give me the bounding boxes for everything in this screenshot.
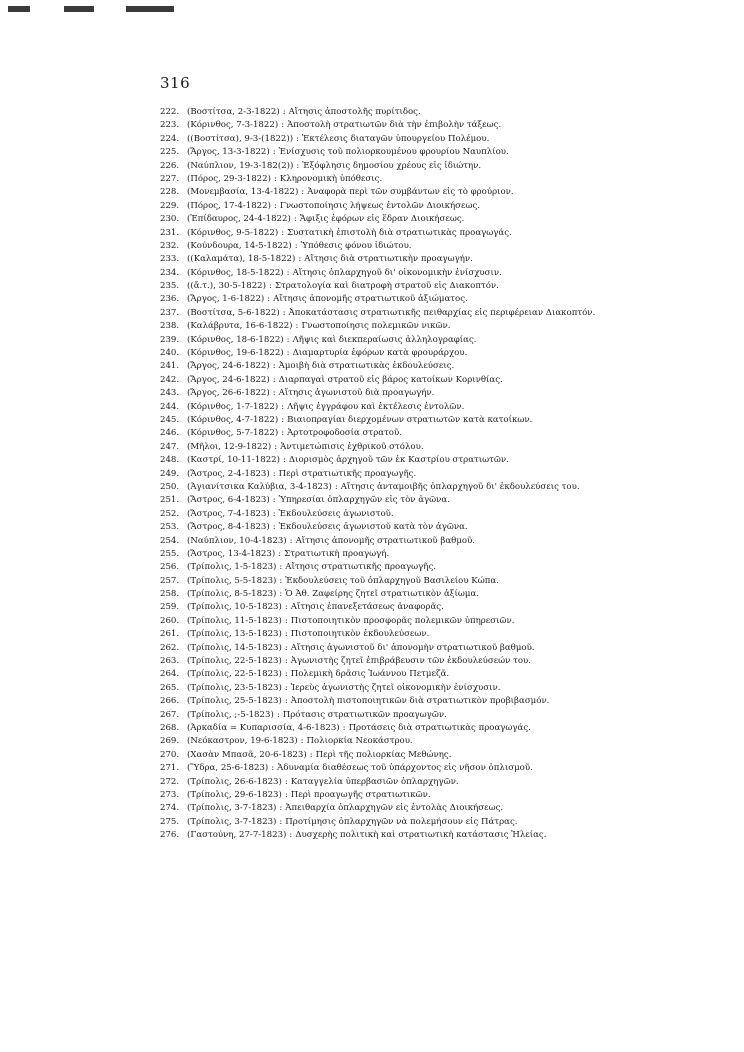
entry-number: 261. <box>160 629 180 640</box>
entry-row <box>160 789 730 802</box>
entry-row <box>160 829 730 842</box>
entry-row <box>160 307 730 320</box>
entry-description: Περὶ στρατιωτικῆς προαγωγῆς. <box>278 468 417 479</box>
entry-row <box>160 173 730 186</box>
entry-place-date: (Ἄργος, 24-6-1822) <box>187 361 270 372</box>
entry-description: Ἀπειθαρχία ὁπλαρχηγῶν εἰς ἐντολὰς Διοικήσεως. <box>285 803 504 814</box>
entry-place-date: (Τρίπολις, 13-5-1823) <box>187 629 282 640</box>
entry-number: 236. <box>160 294 180 305</box>
entry-place-date: (Κόρινθος, 18-6-1822) <box>187 334 284 345</box>
entry-row <box>160 280 730 293</box>
entry-description: Πιστοποιητικὸν ἐκδουλεύσεων. <box>290 629 430 640</box>
entry-row <box>160 548 730 561</box>
entry-separator: : <box>284 789 288 800</box>
entry-place-date: (Νεόκαστρον, 19-6-1823) <box>187 736 298 747</box>
entry-number: 264. <box>160 669 180 680</box>
entry-number: 252. <box>160 508 180 519</box>
entry-row <box>160 601 730 614</box>
entry-place-date: (Τρίπολις, 26-6-1823) <box>187 776 282 787</box>
entry-place-date: (Κόρινθος, 5-7-1822) <box>187 428 279 439</box>
entry-separator: : <box>284 776 288 787</box>
entry-separator: : <box>294 240 298 251</box>
entry-place-date: (Ἄστρος, 7-4-1823) <box>187 508 270 519</box>
entry-number: 222. <box>160 107 180 117</box>
entry-separator: : <box>272 374 276 385</box>
entry-row <box>160 494 730 507</box>
entry-row <box>160 106 730 119</box>
entry-number: 249. <box>160 468 180 479</box>
entry-place-date: (Ἀγιανίτσικα Καλύβια, 3-4-1823) <box>187 481 332 492</box>
entry-place-date: (Ἄργος, 26-6-1822) <box>187 388 270 399</box>
entry-description: Βιαιοπραγίαι διερχομένων στρατιωτῶν κατὰ κατοίκων. <box>287 414 533 425</box>
entry-separator: : <box>272 522 276 533</box>
entry-row <box>160 441 730 454</box>
entry-description: Διαρπαγαὶ στρατοῦ εἰς βάρος κατοίκων Κορινθίας. <box>278 374 503 385</box>
entry-separator: : <box>289 830 293 841</box>
entry-description: Πολεμικὴ δρᾶσις Ἰωάννου Πετμεζᾶ. <box>290 669 450 680</box>
entry-number: 260. <box>160 615 180 626</box>
entry-separator: : <box>273 200 277 211</box>
entry-row <box>160 561 730 574</box>
entry-row <box>160 133 730 146</box>
entry-separator: : <box>296 160 300 171</box>
entry-place-date: (Γαστούνη, 27-7-1823) <box>187 830 287 841</box>
entry-number: 256. <box>160 562 180 573</box>
entry-place-date: (Τρίπολις, 3-7-1823) <box>187 816 277 827</box>
entry-separator: : <box>281 428 285 439</box>
entry-description: Περὶ προαγωγῆς στρατιωτικῶν. <box>290 789 431 800</box>
entry-separator: : <box>279 575 283 586</box>
entry-number: 248. <box>160 455 180 466</box>
entry-description: Αἴτησις ἀγωνιστοῦ δι' ἀπονομὴν στρατιωτικοῦ βαθμοῦ. <box>290 642 535 653</box>
entry-separator: : <box>301 187 305 198</box>
entry-place-date: (Κόρινθος, 1-7-1822) <box>187 401 279 412</box>
entry-row <box>160 628 730 641</box>
entry-description: Ἱερεὺς ἀγωνιστὴς ζητεῖ οἰκονομικὴν ἐνίσχυσιν. <box>290 682 501 693</box>
entry-place-date: (Τρίπολις, 11-5-1823) <box>187 615 282 626</box>
entry-separator: : <box>309 749 313 760</box>
entry-separator: : <box>284 656 288 667</box>
entry-separator: : <box>284 682 288 693</box>
entry-place-date: (Ἄστρος, 8-4-1823) <box>187 522 270 533</box>
entry-description: Ἀποστολὴ στρατιωτῶν διὰ τὴν ἐπιβολὴν τάξεως. <box>287 120 502 131</box>
entry-description: Περὶ τῆς πολιορκίας Μεθώνης. <box>315 749 452 760</box>
entry-row <box>160 709 730 722</box>
scan-mark-right <box>126 6 174 12</box>
entry-description: Ἐνίσχυσις τοῦ πολιορκουμένου φρουρίου Ναυπλίου. <box>278 147 509 158</box>
entry-row <box>160 387 730 400</box>
entry-number: 268. <box>160 722 180 733</box>
entry-place-date: (Χασὰν Μπασᾶ, 20-6-1823) <box>187 749 307 760</box>
entry-number: 273. <box>160 789 180 800</box>
entry-description: Συστατικὴ ἐπιστολὴ διὰ στρατιωτικὰς προαγωγάς. <box>287 227 512 238</box>
entry-place-date: (Πόρος, 17-4-1822) <box>187 200 271 211</box>
entry-description: Ὑπόθεσις φόνου ἰδιώτου. <box>300 240 412 251</box>
entry-description: Ὑπηρεσίαι ὁπλαρχηγῶν εἰς τὸν ἀγῶνα. <box>278 495 450 506</box>
entry-number: 234. <box>160 267 180 278</box>
entry-description: Ἐκδουλεύσεις ἀγωνιστοῦ. <box>278 508 394 519</box>
entry-row <box>160 655 730 668</box>
entry-separator: : <box>286 348 290 359</box>
entry-description: Στρατολογία καὶ διατροφὴ στρατοῦ εἰς Διακοπτόν. <box>274 281 499 292</box>
entry-number: 247. <box>160 441 180 452</box>
entry-row <box>160 213 730 226</box>
entry-description: Κληρονομικὴ ὑπόθεσις. <box>279 173 383 184</box>
entry-row <box>160 454 730 467</box>
entry-separator: : <box>279 562 283 573</box>
entry-row <box>160 735 730 748</box>
entry-row <box>160 240 730 253</box>
entry-number: 239. <box>160 334 180 345</box>
entry-place-date: (Ἄστρος, 13-4-1823) <box>187 548 276 559</box>
entry-number: 230. <box>160 214 180 225</box>
entry-description: Λῆψις ἐγγράφου καὶ ἐκτέλεσις ἐντολῶν. <box>287 401 465 412</box>
entry-separator: : <box>289 535 293 546</box>
entry-row <box>160 481 730 494</box>
entry-place-date: (Τρίπολις, 1-5-1823) <box>187 562 277 573</box>
entry-place-date: (Κόρινθος, 19-6-1822) <box>187 348 284 359</box>
entry-row <box>160 146 730 159</box>
entry-separator: : <box>272 468 276 479</box>
entry-separator: : <box>279 803 283 814</box>
entry-row <box>160 682 730 695</box>
entry-place-date: (Καλάβρυτα, 16-6-1822) <box>187 321 293 332</box>
entry-number: 254. <box>160 535 180 546</box>
entry-description: Δυσχερὴς πολιτικὴ καὶ στρατιωτικὴ κατάστασις Ἠλείας. <box>295 830 547 841</box>
entry-place-date: (Τρίπολις, 10-5-1823) <box>187 602 282 613</box>
entry-separator: : <box>342 722 346 733</box>
entry-separator: : <box>286 267 290 278</box>
entry-place-date: (Πόρος, 29-3-1822) <box>187 173 271 184</box>
entries-list <box>160 106 730 842</box>
entry-number: 257. <box>160 575 180 586</box>
entry-number: 270. <box>160 749 180 760</box>
entry-place-date: (Βοστίτσα, 2-3-1822) <box>187 107 280 117</box>
entry-number: 242. <box>160 374 180 385</box>
entry-description: Στρατιωτικὴ προαγωγή. <box>284 548 390 559</box>
entry-separator: : <box>281 227 285 238</box>
entry-row <box>160 588 730 601</box>
entry-description: Αἴτησις ἀπονομῆς στρατιωτικοῦ βαθμοῦ. <box>295 535 476 546</box>
entry-description: Ἀμοιβὴ διὰ στρατιωτικὰς ἐκδουλεύσεις. <box>278 361 455 372</box>
entry-row <box>160 508 730 521</box>
entry-number: 255. <box>160 548 180 559</box>
entry-place-date: (Ναύπλιον, 19-3-182(2)) <box>187 160 294 171</box>
entry-description: Ἀποστολὴ πιστοποιητικῶν διὰ στρατιωτικὸν προβιβασμόν. <box>290 696 550 707</box>
entry-separator: : <box>284 615 288 626</box>
entry-place-date: (Μονεμβασία, 13-4-1822) <box>187 187 299 198</box>
entry-description: Ἀρτοτροφοδοσία στρατοῦ. <box>287 428 402 439</box>
entry-place-date: ((Βοστίτσα), 9-3-(1822)) <box>187 133 294 144</box>
entry-description: Ἀντιμετώπισις ἐχθρικοῦ στόλου. <box>280 441 424 452</box>
entry-description: Προτάσεις διὰ στρατιωτικὰς προαγωγάς. <box>348 722 531 733</box>
entry-row <box>160 160 730 173</box>
entry-description: Καταγγελία ὑπερβασιῶν ὁπλαρχηγῶν. <box>290 776 459 787</box>
entry-number: 243. <box>160 388 180 399</box>
entry-number: 246. <box>160 428 180 439</box>
entry-place-date: ((ἄ.τ.), 30-5-1822) <box>187 281 266 292</box>
entry-separator: : <box>296 133 300 144</box>
entry-number: 272. <box>160 776 180 787</box>
entry-number: 228. <box>160 187 180 198</box>
entry-row <box>160 334 730 347</box>
entry-number: 241. <box>160 361 180 372</box>
entry-description: Αἴτησις ὁπλαρχηγοῦ δι' οἰκονομικὴν ἐνίσχυσιν. <box>292 267 502 278</box>
entry-separator: : <box>293 214 297 225</box>
entry-place-date: (Ἄργος, 24-6-1822) <box>187 374 270 385</box>
entry-separator: : <box>267 294 271 305</box>
entry-separator: : <box>272 388 276 399</box>
entry-separator: : <box>271 763 275 774</box>
entry-place-date: (Τρίπολις, 14-5-1823) <box>187 642 282 653</box>
entry-place-date: (Μῆλοι, 12-9-1822) <box>187 441 272 452</box>
entry-number: 265. <box>160 682 180 693</box>
entry-number: 266. <box>160 696 180 707</box>
entry-row <box>160 427 730 440</box>
entry-separator: : <box>268 281 272 292</box>
entry-row <box>160 668 730 681</box>
entry-place-date: (Τρίπολις, 8-5-1823) <box>187 589 277 600</box>
entry-number: 263. <box>160 656 180 667</box>
entry-place-date: (Τρίπολις, 22-5-1823) <box>187 669 282 680</box>
entry-number: 258. <box>160 589 180 600</box>
entry-number: 251. <box>160 495 180 506</box>
entry-row <box>160 776 730 789</box>
entry-separator: : <box>334 481 338 492</box>
entry-place-date: (Τρίπολις, 3-7-1823) <box>187 803 277 814</box>
entry-place-date: (Ἐπίδαυρος, 24-4-1822) <box>187 214 291 225</box>
entry-number: 229. <box>160 200 180 211</box>
entry-description: Ἀναφορὰ περὶ τῶν συμβάντων εἰς τὸ φρούριον. <box>307 187 514 198</box>
entry-description: Πολιορκία Νεοκάστρου. <box>306 736 413 747</box>
entry-separator: : <box>274 441 278 452</box>
entry-description: Γνωστοποίησις λήψεως ἐντολῶν Διοικήσεως. <box>279 200 481 211</box>
entry-separator: : <box>284 602 288 613</box>
entry-place-date: ((Καλαμάτα), 18-5-1822) <box>187 254 296 265</box>
entry-row <box>160 575 730 588</box>
entry-number: 237. <box>160 307 180 318</box>
entry-description: Λῆψις καὶ διεκπεραίωσις ἀλληλογραφίας. <box>292 334 477 345</box>
entry-description: Αἴτησις ἀποστολῆς πυρίτιδος. <box>288 107 421 117</box>
entry-description: Προτίμησις ὁπλαρχηγῶν νὰ πολεμήσουν εἰς Πάτρας. <box>285 816 518 827</box>
entry-place-date: (Κόρινθος, 9-5-1822) <box>187 227 279 238</box>
entry-number: 244. <box>160 401 180 412</box>
entry-description: Διαμαρτυρία ἐφόρων κατὰ φρουράρχου. <box>292 348 468 359</box>
entry-place-date: (Κόρινθος, 4-7-1822) <box>187 414 279 425</box>
entry-number: 250. <box>160 481 180 492</box>
entry-number: 223. <box>160 120 180 131</box>
entry-row <box>160 722 730 735</box>
entry-description: Αἴτησις ἐπανεξετάσεως ἀναφορᾶς. <box>290 602 444 613</box>
entry-place-date: (Τρίπολις, ;-5-1823) <box>187 709 274 720</box>
entry-separator: : <box>272 508 276 519</box>
entry-separator: : <box>282 455 286 466</box>
entry-separator: : <box>272 361 276 372</box>
entry-row <box>160 293 730 306</box>
entry-separator: : <box>281 414 285 425</box>
entry-separator: : <box>300 736 304 747</box>
entry-number: 276. <box>160 830 180 841</box>
entry-description: Ἀγωνιστὴς ζητεῖ ἐπιβράβευσιν τῶν ἐκδουλεύσεών του. <box>290 656 531 667</box>
entry-description: Πιστοποιητικὸν προσφορᾶς πολεμικῶν ὑπηρεσιῶν. <box>290 615 515 626</box>
entry-row <box>160 267 730 280</box>
entry-number: 235. <box>160 281 180 292</box>
entry-number: 225. <box>160 147 180 158</box>
entry-separator: : <box>279 816 283 827</box>
entry-description: Ἐκδουλεύσεις τοῦ ὁπλαρχηγοῦ Βασιλείου Κώπα. <box>285 575 499 586</box>
entry-description: Ἐξόφλησις δημοσίου χρέους εἰς ἰδιώτην. <box>302 160 482 171</box>
entry-description: Ἀποκατάστασις στρατιωτικῆς πειθαρχίας εἰς περιφέρειαν Διακοπτόν. <box>288 307 596 318</box>
entry-number: 259. <box>160 602 180 613</box>
entry-row <box>160 535 730 548</box>
entry-place-date: (Τρίπολις, 5-5-1823) <box>187 575 277 586</box>
scan-mark-left <box>8 6 30 12</box>
entry-number: 274. <box>160 803 180 814</box>
entry-row <box>160 816 730 829</box>
entry-place-date: (Ἄργος, 13-3-1822) <box>187 147 270 158</box>
entry-place-date: (Ναύπλιον, 10-4-1823) <box>187 535 287 546</box>
entry-description: Αἴτησις διὰ στρατιωτικὴν προαγωγήν. <box>304 254 473 265</box>
entry-number: 231. <box>160 227 180 238</box>
entry-description: Αἴτησις στρατιωτικῆς προαγωγῆς. <box>285 562 437 573</box>
entry-description: Πρότασις στρατιωτικῶν προαγωγῶν. <box>282 709 447 720</box>
entry-row <box>160 521 730 534</box>
entry-row <box>160 347 730 360</box>
entry-place-date: (Τρίπολις, 23-5-1823) <box>187 682 282 693</box>
entry-row <box>160 186 730 199</box>
entry-row <box>160 468 730 481</box>
entry-place-date: (Τρίπολις, 25-5-1823) <box>187 696 282 707</box>
entry-number: 227. <box>160 173 180 184</box>
entry-separator: : <box>281 401 285 412</box>
entry-row <box>160 119 730 132</box>
entry-separator: : <box>279 589 283 600</box>
entry-number: 245. <box>160 414 180 425</box>
entry-place-date: (Καστρί, 10-11-1822) <box>187 455 280 466</box>
entry-number: 232. <box>160 240 180 251</box>
entry-separator: : <box>282 107 286 117</box>
entry-description: Γνωστοποίησις πολεμικῶν νικῶν. <box>301 321 451 332</box>
entry-description: Ἐκτέλεσις διαταγῶν ὑπουργείου Πολέμου. <box>302 133 490 144</box>
entry-separator: : <box>295 321 299 332</box>
entry-row <box>160 695 730 708</box>
entry-place-date: (Ἄστρος, 6-4-1823) <box>187 495 270 506</box>
entry-row <box>160 642 730 655</box>
entry-description: Ἀδυναμία διαθέσεως τοῦ ὑπάρχοντος εἰς νῆσον ὁπλισμοῦ. <box>277 763 533 774</box>
entry-row <box>160 414 730 427</box>
entry-description: Ἐκδουλεύσεις ἀγωνιστοῦ κατὰ τὸν ἀγῶνα. <box>278 522 468 533</box>
entry-separator: : <box>281 120 285 131</box>
entry-row <box>160 200 730 213</box>
entry-place-date: (Κούνδουρα, 14-5-1822) <box>187 240 292 251</box>
entry-number: 275. <box>160 816 180 827</box>
entry-row <box>160 615 730 628</box>
entry-description: Διορισμὸς ἀρχηγοῦ τῶν ἐκ Καστρίου στρατιωτῶν. <box>288 455 509 466</box>
entry-place-date: (Κόρινθος, 18-5-1822) <box>187 267 284 278</box>
entry-place-date: (Ὕδρα, 25-6-1823) <box>187 763 269 774</box>
scan-mark-mid <box>64 6 94 12</box>
entry-row <box>160 749 730 762</box>
entry-place-date: (Τρίπολις, 29-6-1823) <box>187 789 282 800</box>
entry-place-date: (Ἄστρος, 2-4-1823) <box>187 468 270 479</box>
entry-place-date: (Ἀρκαδία = Κυπαρισσία, 4-6-1823) <box>187 722 340 733</box>
entry-number: 240. <box>160 348 180 359</box>
entry-separator: : <box>278 548 282 559</box>
entry-separator: : <box>272 495 276 506</box>
entry-place-date: (Ἄργος, 1-6-1822) <box>187 294 265 305</box>
entry-number: 226. <box>160 160 180 171</box>
entry-place-date: (Τρίπολις, 22-5-1823) <box>187 656 282 667</box>
entry-place-date: (Κόρινθος, 7-3-1822) <box>187 120 279 131</box>
entry-row <box>160 360 730 373</box>
entry-row <box>160 762 730 775</box>
entry-row <box>160 320 730 333</box>
entry-separator: : <box>284 629 288 640</box>
entry-description: Ὁ Ἀθ. Ζαφείρης ζητεῖ στρατιωτικὸν ἀξίωμα. <box>285 589 479 600</box>
entry-row <box>160 401 730 414</box>
entry-separator: : <box>276 709 280 720</box>
entry-description: Αἴτησις ἀπονομῆς στρατιωτικοῦ ἀξιώματος. <box>273 294 468 305</box>
entry-row <box>160 374 730 387</box>
entry-separator: : <box>284 669 288 680</box>
entry-number: 224. <box>160 133 180 144</box>
entry-place-date: (Βοστίτσα, 5-6-1822) <box>187 307 280 318</box>
entry-number: 267. <box>160 709 180 720</box>
entry-row <box>160 227 730 240</box>
entry-number: 269. <box>160 736 180 747</box>
entry-number: 253. <box>160 522 180 533</box>
entry-description: Αἴτησις ἀγωνιστοῦ διὰ προαγωγήν. <box>278 388 435 399</box>
entry-description: Αἴτησις ἀνταμοιβῆς ὁπλαρχηγοῦ δι' ἐκδουλεύσεις του. <box>340 481 580 492</box>
entry-separator: : <box>286 334 290 345</box>
entry-number: 238. <box>160 321 180 332</box>
entry-number: 233. <box>160 254 180 265</box>
entry-separator: : <box>272 147 276 158</box>
entry-number: 271. <box>160 763 180 774</box>
entry-row <box>160 802 730 815</box>
entry-description: Ἄφιξις ἐφόρων εἰς ἕδραν Διοικήσεως. <box>299 214 465 225</box>
entry-row <box>160 253 730 266</box>
entry-separator: : <box>284 696 288 707</box>
entry-separator: : <box>298 254 302 265</box>
page-number: 316 <box>160 74 191 92</box>
entry-separator: : <box>273 173 277 184</box>
entry-separator: : <box>284 642 288 653</box>
entry-separator: : <box>282 307 286 318</box>
entry-number: 262. <box>160 642 180 653</box>
